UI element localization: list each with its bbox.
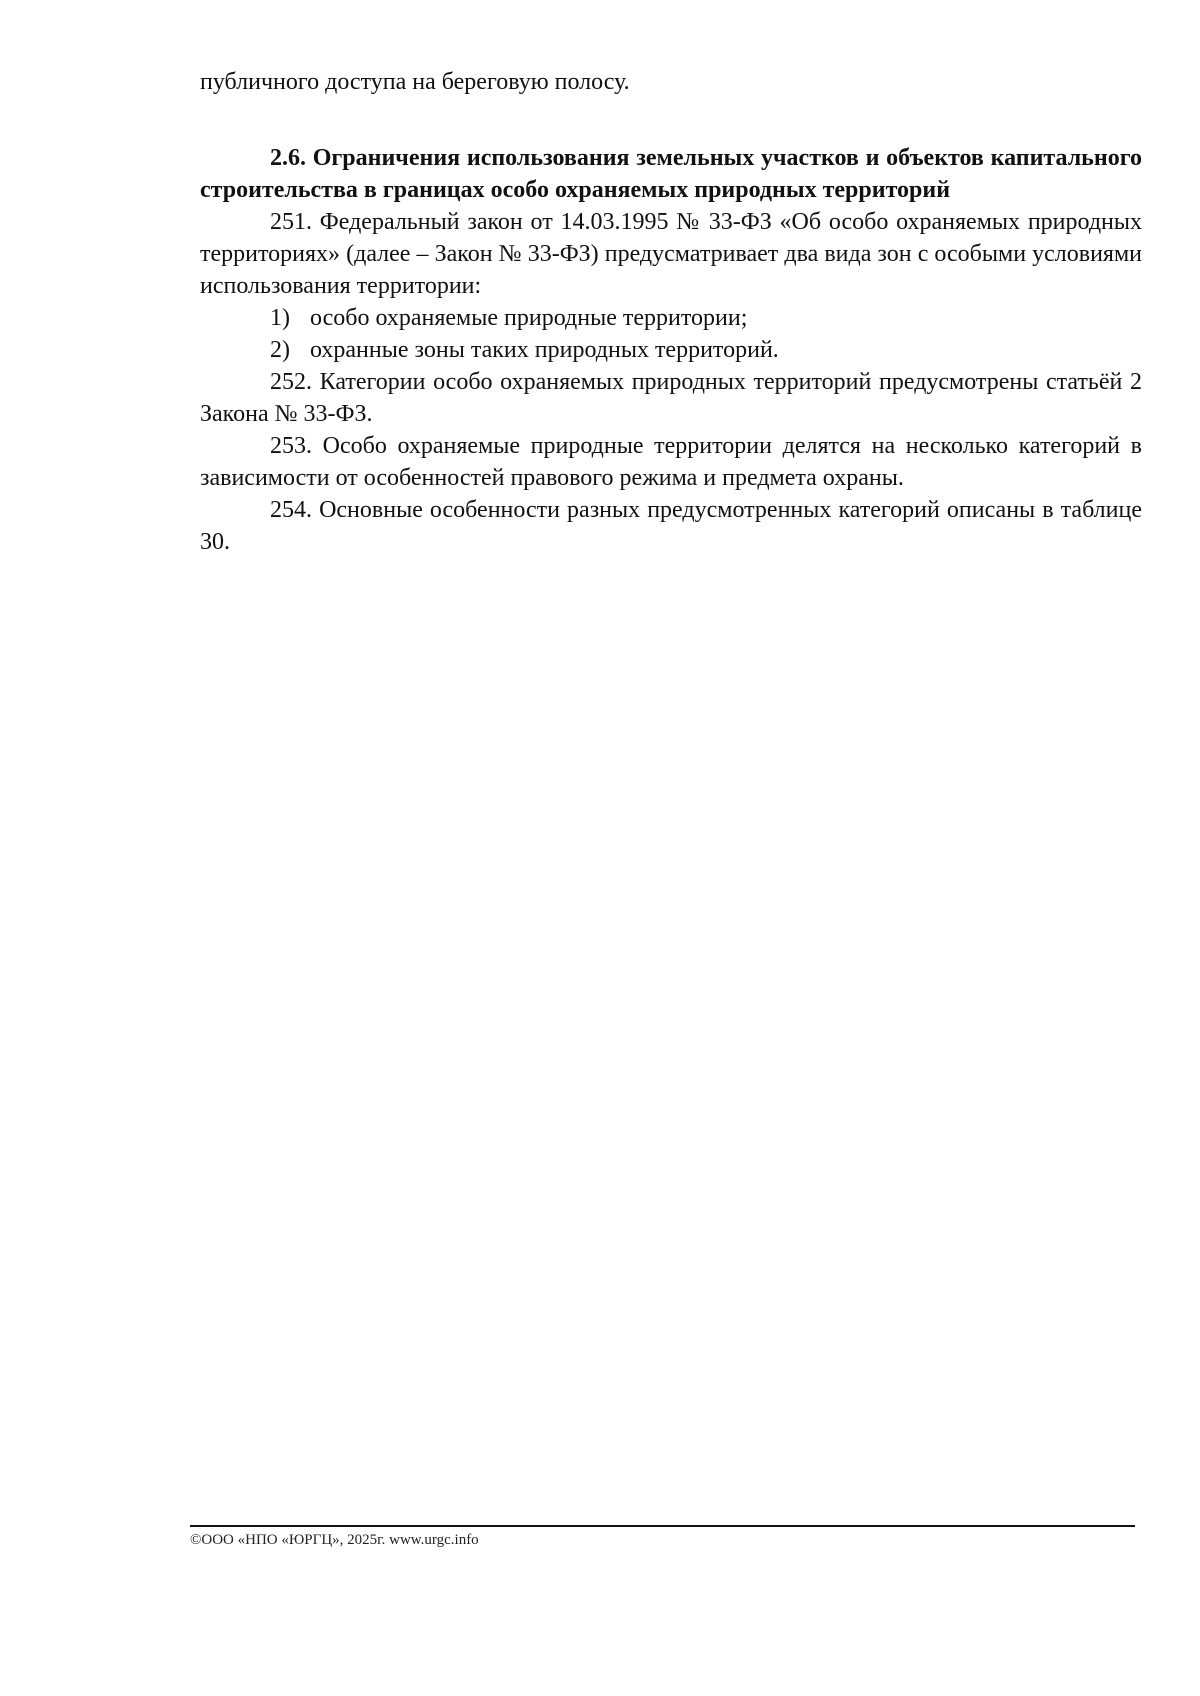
section-heading: 2.6. Ограничения использования земельных участков и объектов капитального строительства в границах особо охраняемых природных территорий	[200, 145, 1142, 203]
list-item	[200, 302, 1142, 334]
document-body	[200, 66, 1142, 558]
list-item	[200, 334, 1142, 366]
list-item-number: 2)	[270, 337, 290, 363]
list-item-text: охранные зоны таких природных территорий.	[310, 337, 779, 363]
list-item-text: особо охраняемые природные территории;	[310, 305, 748, 331]
paragraph-251: 251. Федеральный закон от 14.03.1995 № 33-ФЗ «Об особо охраняемых природных территориях» (далее – Закон № 33-ФЗ) предусматривает два вида зон с особыми условиями использования территории:	[200, 209, 1142, 299]
footer-copyright: ©ООО «НПО «ЮРГЦ», 2025г. www.urgc.info	[190, 1532, 479, 1548]
footer-divider	[190, 1525, 1135, 1527]
paragraph-253: 253. Особо охраняемые природные территории делятся на несколько категорий в зависимости от особенностей правового режима и предмета охраны.	[200, 433, 1142, 491]
continuation-text: публичного доступа на береговую полосу.	[200, 69, 630, 95]
list-item-number: 1)	[270, 305, 290, 331]
paragraph-252: 252. Категории особо охраняемых природных территорий предусмотрены статьёй 2 Закона № 33-ФЗ.	[200, 369, 1142, 427]
paragraph-254: 254. Основные особенности разных предусмотренных категорий описаны в таблице 30.	[200, 497, 1142, 555]
